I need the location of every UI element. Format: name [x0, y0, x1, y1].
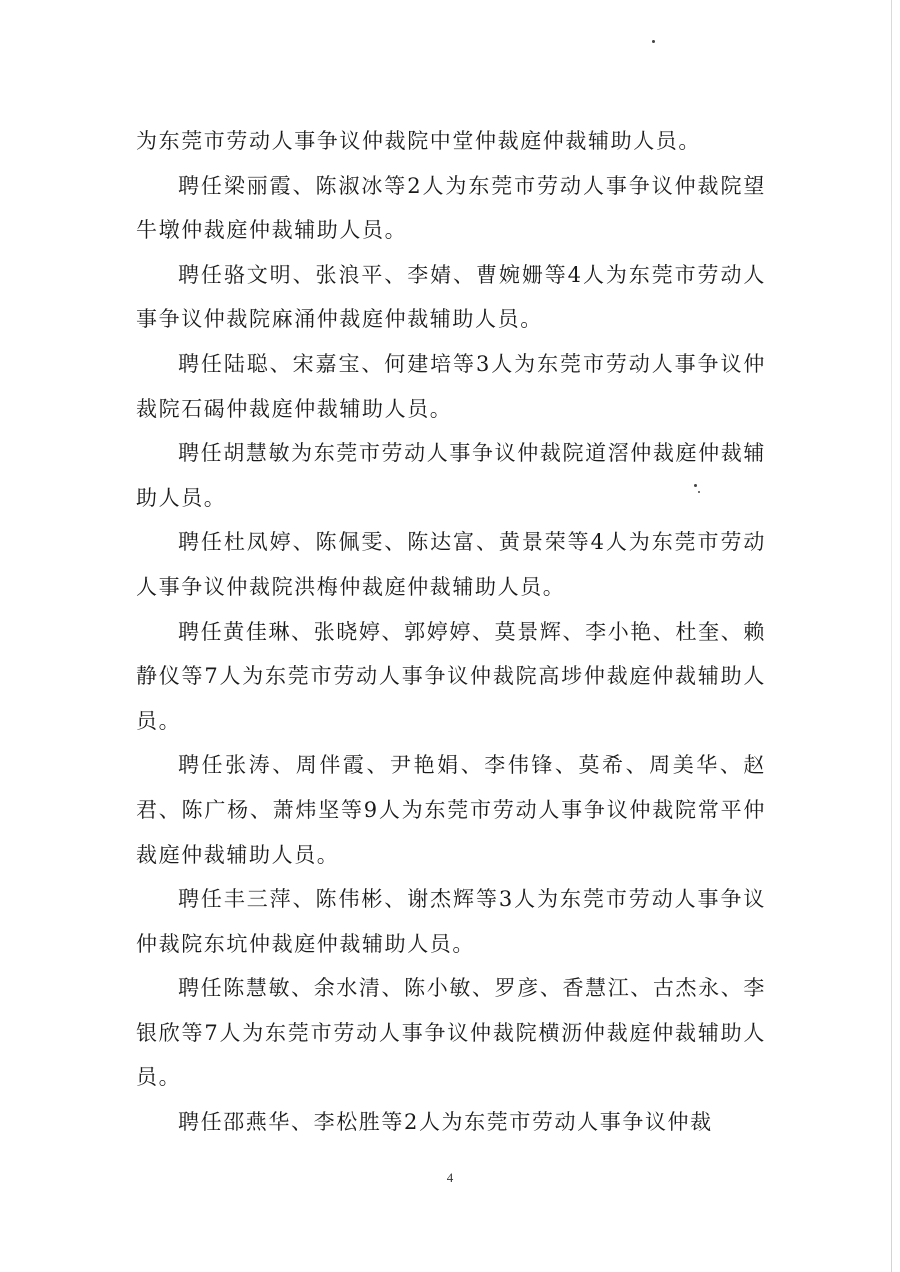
paragraph-hongmei: 聘任杜凤婷、陈佩雯、陈达富、黄景荣等4人为东莞市劳动人事争议仲裁院洪梅仲裁庭仲裁辅助人员。	[136, 530, 766, 599]
paragraph-wangniudun: 聘任梁丽霞、陈淑冰等2人为东莞市劳动人事争议仲裁院望牛墩仲裁庭仲裁辅助人员。	[136, 173, 766, 243]
paragraph-machong: 聘任骆文明、张浪平、李婧、曹婉姗等4人为东莞市劳动人事争议仲裁院麻涌仲裁庭仲裁辅助人员。	[136, 262, 766, 332]
paragraph-changping: 聘任张涛、周伴霞、尹艳娟、李伟锋、莫希、周美华、赵君、陈广杨、萧炜坚等9人为东莞市劳动人事争议仲裁院常平仲裁庭仲裁辅助人员。	[136, 753, 766, 867]
scan-edge-line	[891, 0, 892, 1272]
paragraph-daojiao: 聘任胡慧敏为东莞市劳动人事争议仲裁院道滘仲裁庭仲裁辅助人员。	[136, 441, 766, 510]
paragraph-shijie: 聘任陆聪、宋嘉宝、何建培等3人为东莞市劳动人事争议仲裁院石碣仲裁庭仲裁辅助人员。	[136, 351, 766, 421]
document-body	[136, 119, 766, 1145]
paragraph-dongkeng: 聘任丰三萍、陈伟彬、谢杰辉等3人为东莞市劳动人事争议仲裁院东坑仲裁庭仲裁辅助人员。	[136, 887, 766, 956]
scan-speck	[652, 40, 655, 43]
paragraph-hengli: 聘任陈慧敏、余水清、陈小敏、罗彦、香慧江、古杰永、李银欣等7人为东莞市劳动人事争议仲裁院横沥仲裁庭仲裁辅助人员。	[136, 976, 766, 1090]
paragraph-zhongtang: 为东莞市劳动人事争议仲裁院中堂仲裁庭仲裁辅助人员。	[136, 129, 701, 153]
paragraph-gaobu: 聘任黄佳琳、张晓婷、郭婷婷、莫景辉、李小艳、杜奎、赖静仪等7人为东莞市劳动人事争议仲裁院高埗仲裁庭仲裁辅助人员。	[136, 619, 766, 733]
paragraph-continued: 聘任邵燕华、李松胜等2人为东莞市劳动人事争议仲裁	[178, 1110, 713, 1135]
page-number: 4	[446, 1170, 454, 1185]
